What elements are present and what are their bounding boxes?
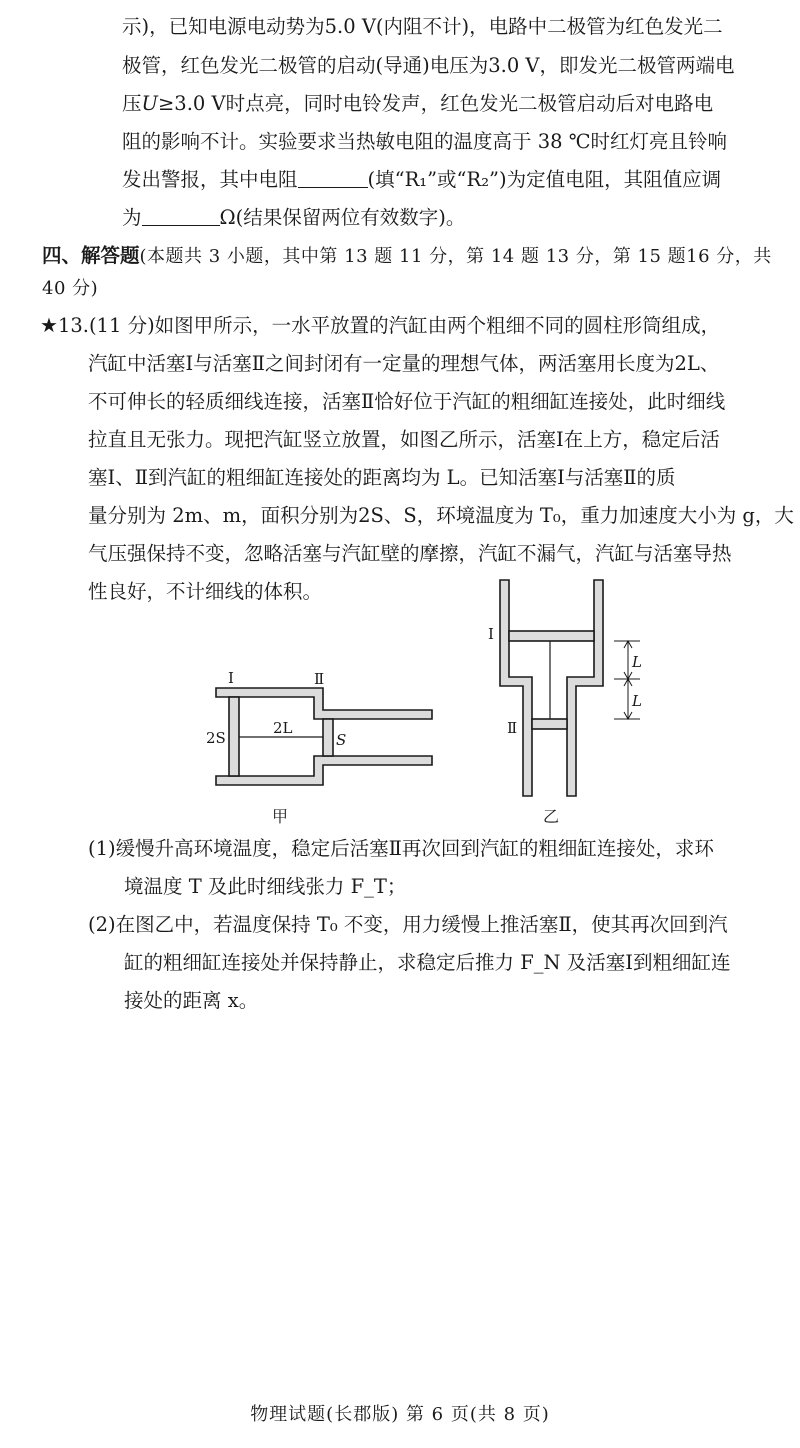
question-13-line-5: 塞Ⅰ、Ⅱ到汽缸的粗细缸连接处的距离均为 L。已知活塞Ⅰ与活塞Ⅱ的质 [88, 466, 676, 489]
question-13-line-8: 性良好，不计细线的体积。 [88, 580, 323, 603]
jia-lower-wall [216, 756, 432, 785]
section-note: (本题共 3 小题，其中第 13 题 11 分，第 14 题 13 分，第 15 题16 分，共 [139, 246, 772, 267]
sub-question-2-line-2: 缸的粗细缸连接处并保持静止，求稳定后推力 F_N 及活塞Ⅰ到粗细缸连 [124, 951, 731, 974]
jia-piston-1 [229, 697, 239, 776]
page-footer: 物理试题(长郡版) 第 6 页(共 8 页) [250, 1404, 550, 1425]
jia-piston-2 [323, 719, 333, 756]
sub-question-2-line-1: (2)在图乙中，若温度保持 T₀ 不变，用力缓慢上推活塞Ⅱ，使其再次回到汽 [88, 913, 728, 936]
jia-caption: 甲 [272, 807, 289, 826]
yi-label-L-upper: L [632, 653, 642, 671]
yi-label-piston-1: Ⅰ [488, 625, 494, 643]
figure-yi [500, 580, 603, 796]
yi-caption: 乙 [543, 807, 560, 826]
section-title: 四、解答题 [42, 244, 140, 267]
question-13-line-4: 拉直且无张力。现把汽缸竖立放置，如图乙所示，活塞Ⅰ在上方，稳定后活 [88, 428, 720, 451]
intro-line-5-post: (填“R₁”或“R₂”)为定值电阻，其阻值应调 [367, 168, 722, 191]
question-13-line-7: 气压强保持不变，忽略活塞与汽缸壁的摩擦，汽缸不漏气，汽缸与活塞导热 [88, 542, 732, 565]
jia-label-length: 2L [273, 719, 293, 737]
section-note-line-2: 40 分) [42, 278, 99, 299]
yi-left-wall [500, 580, 532, 796]
sub-question-1-line-1: (1)缓慢升高环境温度，稳定后活塞Ⅱ再次回到汽缸的粗细缸连接处，求环 [88, 837, 714, 860]
jia-upper-wall [216, 688, 432, 719]
intro-line-4: 阻的影响不计。实验要求当热敏电阻的温度高于 38 ℃时红灯亮且铃响 [122, 130, 728, 153]
yi-label-piston-2: Ⅱ [507, 719, 518, 737]
intro-line-3-pre: 压 [122, 92, 142, 115]
figure-jia [216, 688, 432, 785]
sub-question-2-line-3: 接处的距离 x。 [124, 989, 259, 1012]
sub-question-1-line-2: 境温度 T 及此时细线张力 F_T； [124, 875, 407, 898]
yi-right-wall [567, 580, 603, 796]
intro-line-6-pre: 为 [122, 206, 142, 229]
intro-line-5-pre: 发出警报，其中电阻 [122, 168, 298, 191]
question-13-line-2: 汽缸中活塞Ⅰ与活塞Ⅱ之间封闭有一定量的理想气体，两活塞用长度为2L、 [88, 352, 720, 375]
star-icon: ★ [40, 313, 58, 337]
voltage-variable: U [141, 92, 158, 115]
yi-label-L-lower: L [632, 692, 642, 710]
intro-line-1: 示)，已知电源电动势为5.0 V(内阻不计)，电路中二极管为红色发光二 [122, 15, 723, 38]
jia-label-piston-2: Ⅱ [314, 670, 325, 688]
jia-label-area-big: 2S [206, 729, 226, 747]
question-13-line-3: 不可伸长的轻质细线连接，活塞Ⅱ恰好位于汽缸的粗细缸连接处，此时细线 [88, 390, 726, 413]
intro-line-2: 极管，红色发光二极管的启动(导通)电压为3.0 V，即发光二极管两端电 [122, 54, 735, 77]
intro-line-6-post: Ω(结果保留两位有效数字)。 [219, 206, 466, 229]
yi-piston-2 [532, 719, 567, 729]
question-13-line-6: 量分别为 2m、m，面积分别为2S、S，环境温度为 T₀，重力加速度大小为 g，大 [88, 504, 794, 527]
yi-piston-1 [509, 631, 594, 641]
intro-line-3-post: ≥3.0 V时点亮，同时电铃发声，红色发光二极管启动后对电路电 [157, 92, 714, 115]
question-number: 13. [57, 314, 89, 337]
jia-label-area-small: S [336, 731, 347, 749]
question-13-text-1: (11 分)如图甲所示，一水平放置的汽缸由两个粗细不同的圆柱形筒组成， [88, 314, 721, 337]
jia-label-piston-1: Ⅰ [228, 669, 234, 687]
